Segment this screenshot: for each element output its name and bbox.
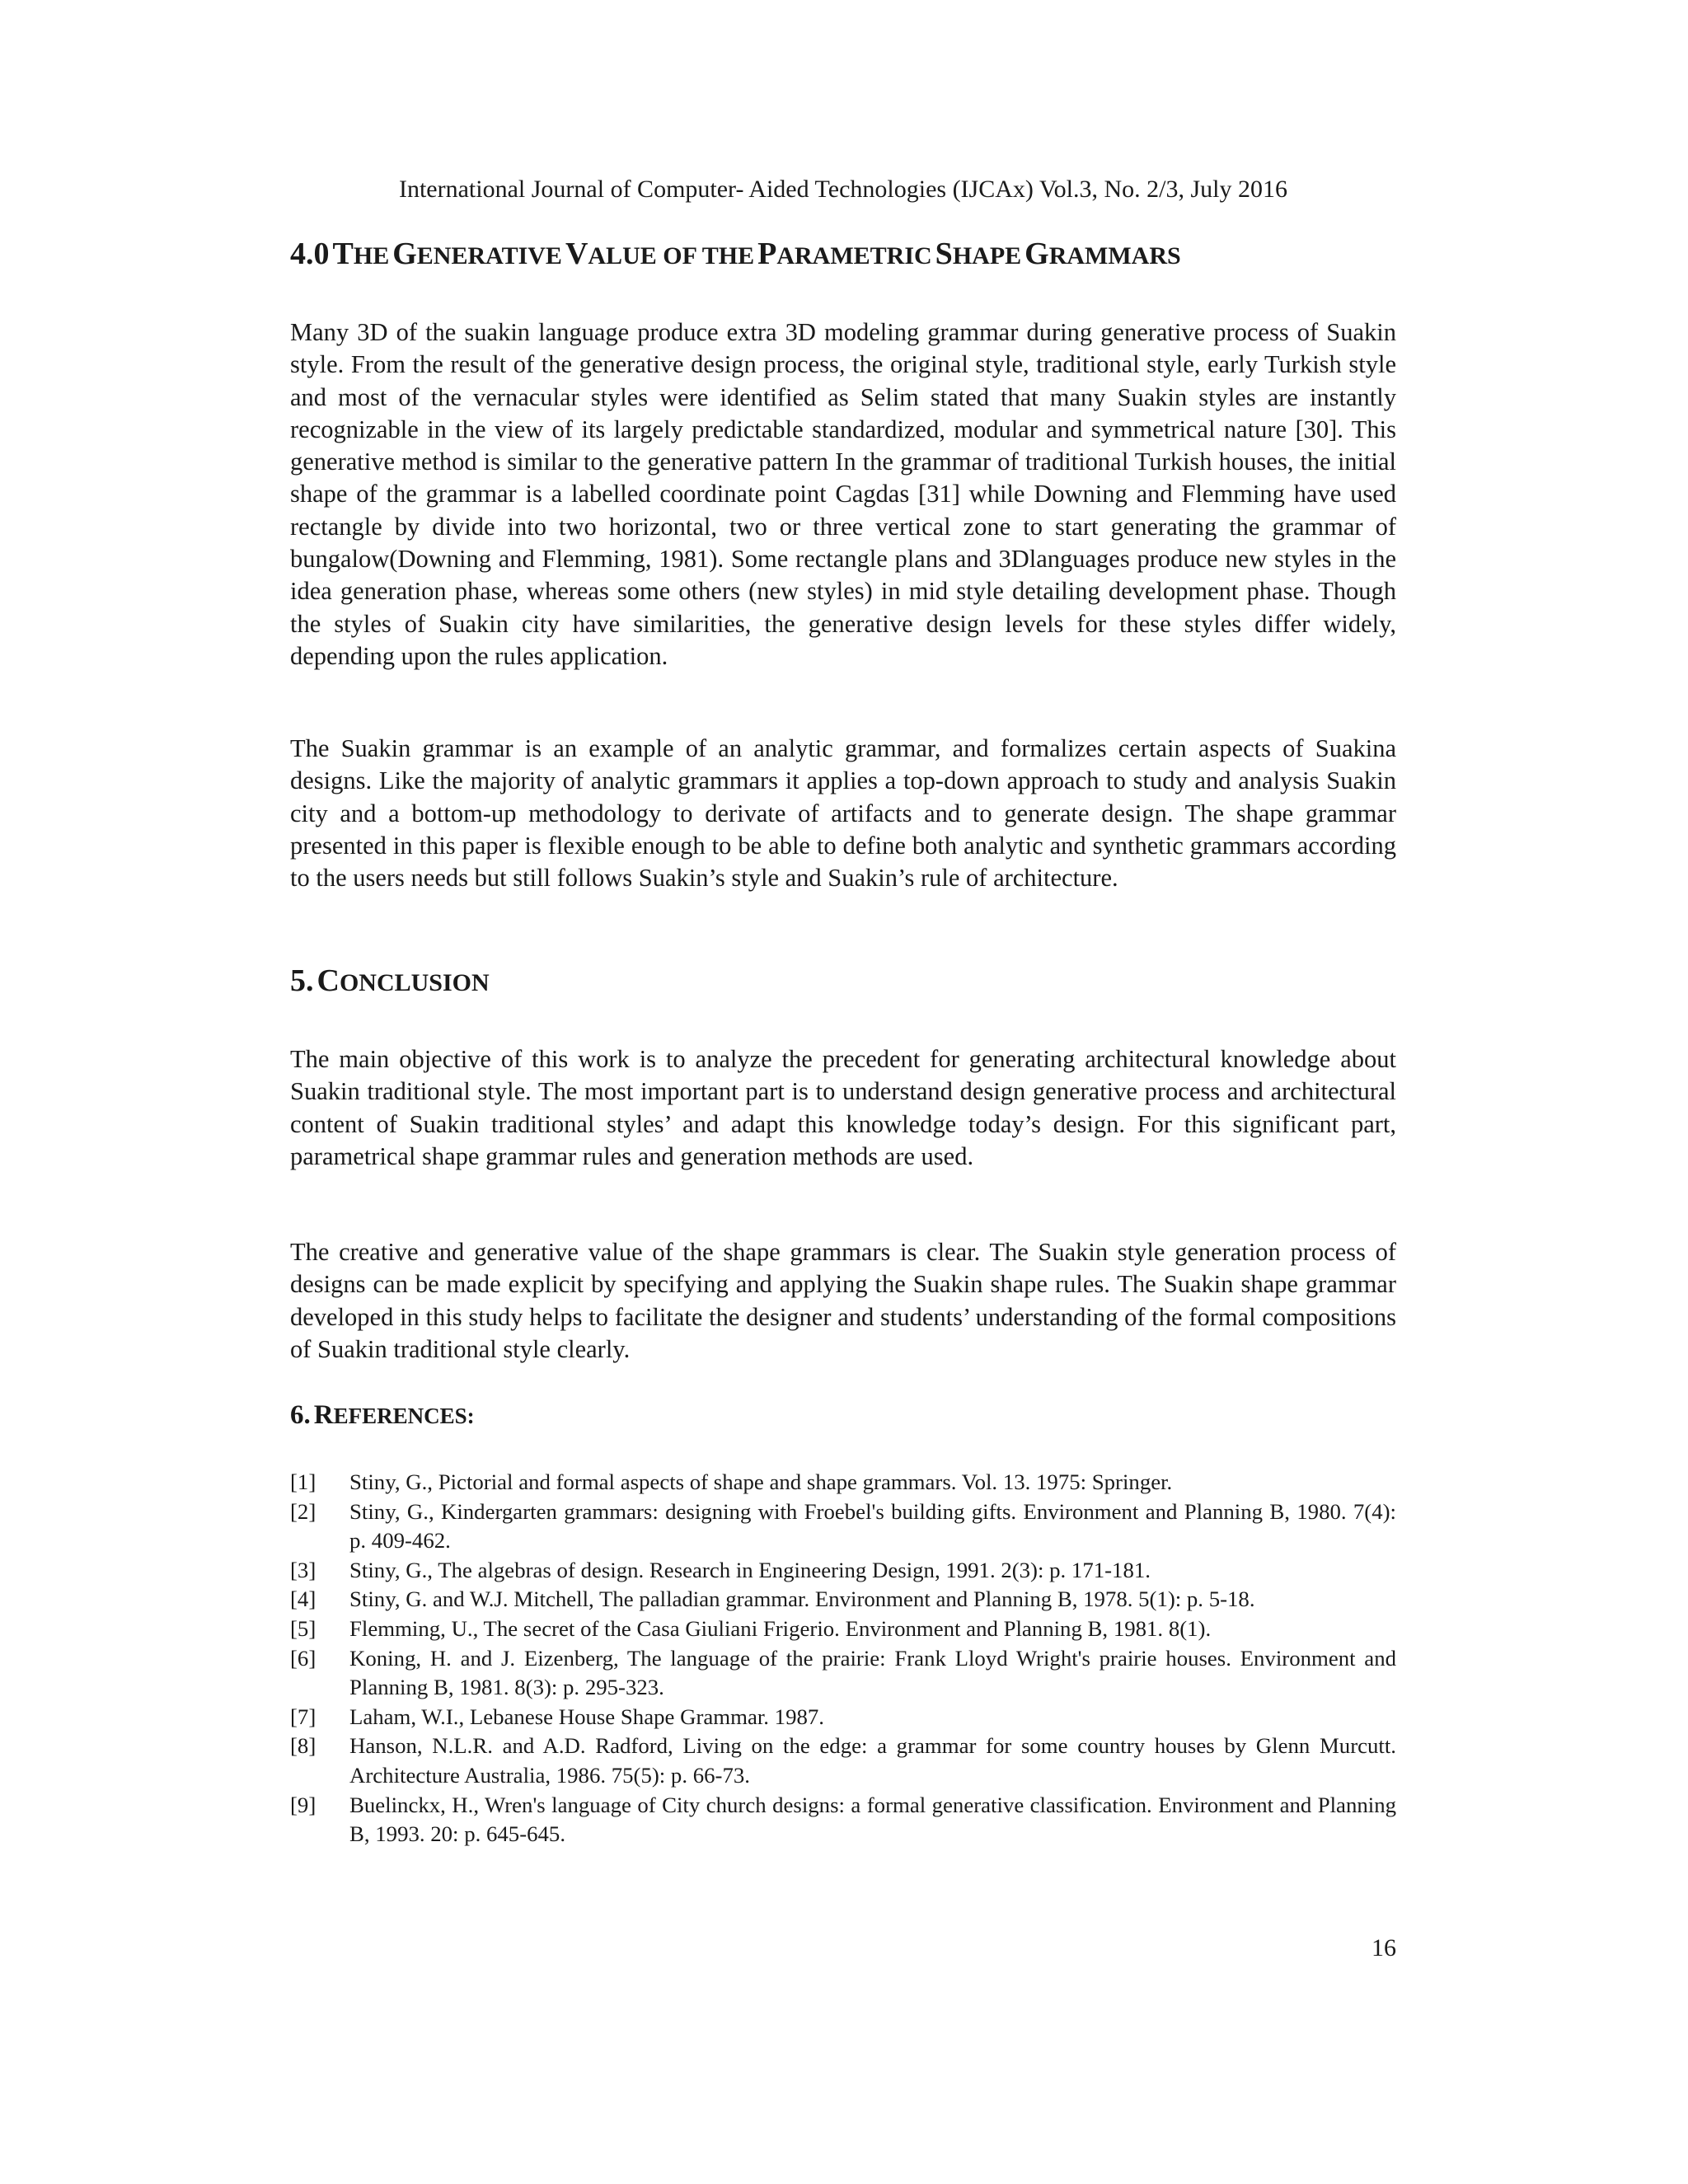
reference-item	[290, 1615, 1396, 1644]
section-5-paragraph-2: The creative and generative value of the shape grammars is clear. The Suakin style generation process of designs can be made explicit by specifying and applying the Suakin shape rules. The Suakin shape grammar developed in this study helps to facilitate the designer and students’ understanding of the formal compositions of Suakin traditional style clearly.	[290, 1238, 1396, 1363]
reference-text: Stiny, G. and W.J. Mitchell, The palladian grammar. Environment and Planning B, 1978. 5(1): p. 5-18.	[349, 1586, 1255, 1612]
reference-number: [4]	[290, 1586, 316, 1612]
section-5-number: 5.	[290, 963, 314, 998]
reference-item	[290, 1732, 1396, 1790]
reference-item	[290, 1791, 1396, 1849]
heading-smallcaps: ALUE OF THE	[588, 242, 755, 269]
heading-cap: P	[757, 237, 777, 271]
heading-smallcaps: HE	[353, 242, 390, 269]
reference-number: [9]	[290, 1792, 316, 1817]
section-4-heading	[290, 236, 1181, 272]
heading-cap: G	[392, 237, 417, 271]
reference-text: Koning, H. and J. Eizenberg, The language of the prairie: Frank Lloyd Wright's prairie houses. Environment and Planning B, 1981. 8(3): p. 295-323.	[349, 1645, 1396, 1700]
reference-number: [3]	[290, 1557, 316, 1582]
reference-item	[290, 1703, 1396, 1732]
section-5-paragraph-1: The main objective of this work is to analyze the precedent for generating architectural knowledge about Suakin traditional style. The most important part is to understand design generative process and architectural content of Suakin traditional styles’ and adapt this knowledge today’s design. For this significant part, parametrical shape grammar rules and generation methods are used.	[290, 1045, 1396, 1170]
reference-text: Stiny, G., Pictorial and formal aspects of shape and shape grammars. Vol. 13. 1975: Springer.	[349, 1469, 1173, 1494]
reference-text: Stiny, G., The algebras of design. Research in Engineering Design, 1991. 2(3): p. 171-181.	[349, 1557, 1151, 1582]
running-header: International Journal of Computer- Aided Technologies (IJCAx) Vol.3, No. 2/3, July 2016	[398, 176, 1287, 203]
section-4-paragraph-1: Many 3D of the suakin language produce extra 3D modeling grammar during generative process of Suakin style. From the result of the generative design process, the original style, traditional style, early Turkish style and most of the vernacular styles were identified as Selim stated that many Suakin styles are instantly recognizable in the view of its largely predictable standardized, modular and symmetrical nature [30]. This generative method is similar to the generative pattern In the grammar of traditional Turkish houses, the initial shape of the grammar is a labelled coordinate point Cagdas [31] while Downing and Flemming have used rectangle by divide into two horizontal, two or three vertical zone to start generating the grammar of bungalow(Downing and Flemming, 1981). Some rectangle plans and 3Dlanguages produce new styles in the idea generation phase, whereas some others (new styles) in mid style detailing development phase. Though the styles of Suakin city have similarities, the generative design levels for these styles differ widely, depending upon the rules application.	[290, 318, 1396, 670]
heading-smallcaps: ENERATIVE	[416, 242, 562, 269]
section-5-heading	[290, 963, 490, 999]
reference-item	[290, 1585, 1396, 1615]
reference-item	[290, 1468, 1396, 1497]
reference-text: Laham, W.I., Lebanese House Shape Grammar. 1987.	[349, 1704, 824, 1729]
section-6-number: 6.	[290, 1400, 311, 1430]
reference-text: Hanson, N.L.R. and A.D. Radford, Living on the edge: a grammar for some country houses by Glenn Murcutt. Architecture Australia, 1986. 75(5): p. 66-73.	[349, 1733, 1396, 1788]
reference-number: [5]	[290, 1615, 316, 1641]
heading-cap: T	[332, 237, 354, 271]
reference-number: [8]	[290, 1733, 316, 1759]
reference-number: [2]	[290, 1498, 316, 1524]
paper-page	[290, 0, 1396, 2184]
section-6-heading	[290, 1400, 475, 1431]
reference-number: [1]	[290, 1469, 316, 1494]
reference-item	[290, 1556, 1396, 1586]
reference-list	[290, 1468, 1396, 1849]
reference-item	[290, 1644, 1396, 1703]
heading-cap: G	[1025, 237, 1049, 271]
heading-cap: C	[316, 963, 340, 998]
section-4-paragraph-2: The Suakin grammar is an example of an analytic grammar, and formalizes certain aspects of Suakina designs. Like the majority of analytic grammars it applies a top-down approach to study and analysis Suakin city and a bottom-up methodology to derivate of artifacts and to generate design. The shape grammar presented in this paper is flexible enough to be able to define both analytic and synthetic grammars according to the users needs but still follows Suakin’s style and Suakin’s rule of architecture.	[290, 734, 1396, 893]
reference-number: [6]	[290, 1645, 316, 1671]
heading-smallcaps: ONCLUSION	[339, 969, 490, 996]
section-4-number: 4.0	[290, 237, 330, 271]
page-number: 16	[1372, 1934, 1396, 1961]
reference-item	[290, 1497, 1396, 1556]
heading-smallcaps: HAPE	[952, 242, 1022, 269]
heading-smallcaps: ARAMETRIC	[776, 242, 932, 269]
reference-text: Stiny, G., Kindergarten grammars: designing with Froebel's building gifts. Environment and Planning B, 1980. 7(4): p. 409-462.	[349, 1498, 1396, 1554]
heading-cap: S	[935, 237, 953, 271]
heading-cap: V	[565, 237, 588, 271]
reference-text: Flemming, U., The secret of the Casa Giuliani Frigerio. Environment and Planning B, 1981. 8(1).	[349, 1615, 1212, 1641]
heading-cap: R	[313, 1400, 334, 1430]
reference-number: [7]	[290, 1704, 316, 1729]
heading-smallcaps: EFERENCES:	[333, 1404, 475, 1428]
reference-text: Buelinckx, H., Wren's language of City church designs: a formal generative classification. Environment and Planning B, 1993. 20: p. 645-645.	[349, 1792, 1396, 1847]
heading-smallcaps: RAMMARS	[1048, 242, 1181, 269]
